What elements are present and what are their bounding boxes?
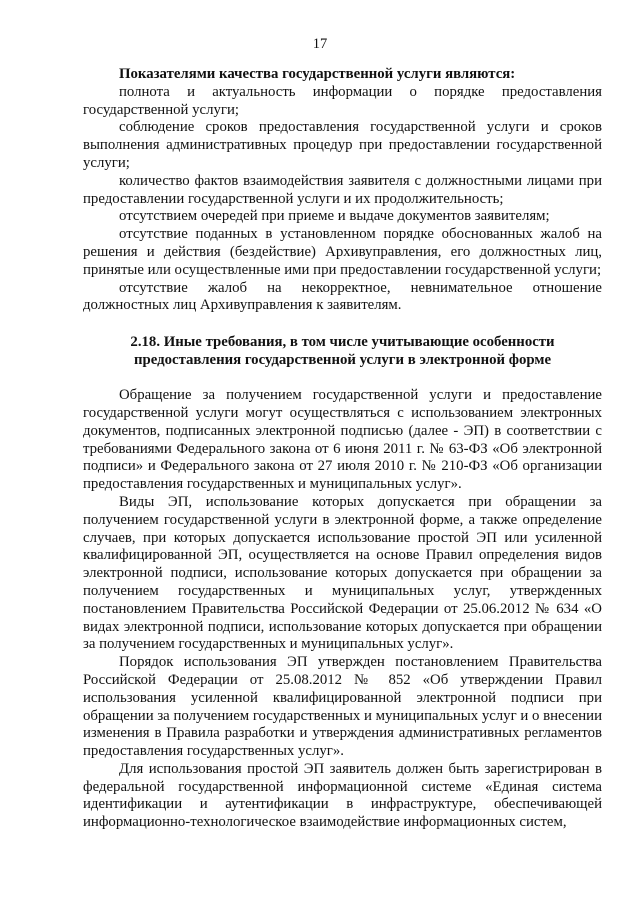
quality-item: количество фактов взаимодействия заявителя с должностными лицами при предоставлении государственной услуги и их продолжительность;: [83, 172, 602, 207]
section-heading-line: 2.18. Иные требования, в том числе учитывающие особенности: [130, 334, 555, 351]
quality-item: полнота и актуальность информации о порядке предоставления государственной услуги;: [83, 83, 602, 118]
body-paragraph: Порядок использования ЭП утвержден постановлением Правительства Российской Федерации от 25.08.2012 № 852 «Об утверждении Правил использования усиленной квалифицированной электронной подписи при обращении за получением государственных и муниципальных услуг и о внесении изменения в Правила разработки и утверждения административных регламентов предоставления государственных услуг».: [83, 654, 602, 760]
quality-item: соблюдение сроков предоставления государственной услуги и сроков выполнения административных процедур при предоставлении государственной услуги;: [83, 119, 602, 171]
quality-item: отсутствием очередей при приеме и выдаче документов заявителям;: [119, 208, 550, 225]
quality-item: отсутствие жалоб на некорректное, невнимательное отношение должностных лиц Архивуправления к заявителям.: [83, 279, 602, 314]
body-paragraph: Виды ЭП, использование которых допускается при обращении за получением государственной услуги в электронной форме, а также определение случаев, при которых допускается использование простой ЭП или усиленной квалифицированной ЭП, осуществляется на основе Правил определения видов электронной подписи, использование которых допускается при обращении за получением государственных и муниципальных услуг, утвержденных постановлением Правительства Российской Федерации от 25.06.2012 № 634 «О видах электронной подписи, использование которых допускается при обращении за получением государственных и муниципальных услуг».: [83, 493, 602, 653]
page-number: 17: [312, 36, 328, 52]
section-heading: [83, 333, 602, 369]
quality-heading: Показателями качества государственной услуги являются:: [119, 66, 516, 82]
section-heading-line: предоставления государственной услуги в электронной форме: [133, 352, 552, 369]
body-paragraph: Обращение за получением государственной услуги и предоставление государственной услуги могут осуществляться с использованием электронных документов, подписанных электронной подписью (далее - ЭП) в соответствии с требованиями Федерального закона от 6 июня 2011 г. № 63-ФЗ «Об электронной подписи» и Федерального закона от 27 июля 2010 г. № 210-ФЗ «Об организации предоставления государственных и муниципальных услуг».: [83, 387, 602, 493]
quality-item: отсутствие поданных в установленном порядке обоснованных жалоб на решения и действия (бездействие) Архивуправления, его должностных лиц, принятые или осуществленные ими при предоставлении государственной услуги;: [83, 226, 602, 278]
body-paragraph: Для использования простой ЭП заявитель должен быть зарегистрирован в федеральной государственной информационной системе «Единая система идентификации и аутентификации в инфраструктуре, обеспечивающей информационно-технологическое взаимодействие информационных систем,: [83, 760, 602, 831]
document-body: [83, 66, 602, 832]
